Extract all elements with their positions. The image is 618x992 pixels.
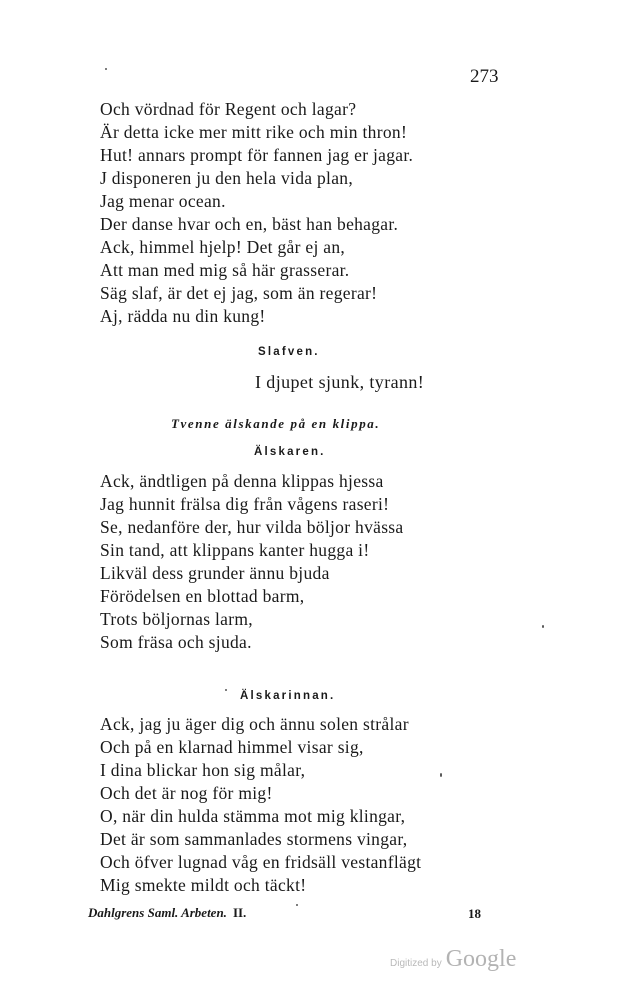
verse-line: Och öfver lugnad våg en fridsäll vestanflägt xyxy=(100,852,422,872)
verse-line: Likväl dess grunder ännu bjuda xyxy=(100,563,330,583)
verse-line: Sin tand, att klippans kanter hugga i! xyxy=(100,540,370,560)
digitized-label: Digitized by xyxy=(390,958,442,969)
stage-direction: Tvenne älskande på en klippa. xyxy=(171,416,381,431)
verse-line: Ack, himmel hjelp! Det går ej an, xyxy=(100,237,346,257)
verse-line: Det är som sammanlades stormens vingar, xyxy=(100,829,408,849)
verse-line: O, när din hulda stämma mot mig klingar, xyxy=(100,806,406,826)
verse-line: Säg slaf, är det ej jag, som än regerar! xyxy=(100,283,378,303)
reply-slave: I djupet sjunk, tyrann! xyxy=(255,372,425,392)
verse-line: Se, nedanföre der, hur vilda böljor hvässa xyxy=(100,517,404,537)
verse-line: Jag menar ocean. xyxy=(100,191,226,211)
verse-line: Aj, rädda nu din kung! xyxy=(100,306,266,326)
verse-line: Att man med mig så här grasserar. xyxy=(100,260,350,280)
verse-line: Ack, jag ju äger dig och ännu solen strålar xyxy=(100,714,409,734)
speaker-lover: Älskaren. xyxy=(254,446,326,458)
verse-line: Som fräsa och sjuda. xyxy=(100,632,252,652)
speaker-beloved: Älskarinnan. xyxy=(240,690,336,702)
ink-speck xyxy=(105,68,107,70)
ink-speck xyxy=(225,689,227,691)
footer-source xyxy=(88,905,246,921)
verse-line: Och vördnad för Regent och lagar? xyxy=(100,99,357,119)
volume-number: II. xyxy=(232,905,247,920)
verse-line: Der danse hvar och en, bäst han behagar. xyxy=(100,214,399,234)
ink-speck xyxy=(542,625,544,628)
stanza-king xyxy=(100,98,413,328)
stanza-lover xyxy=(100,470,403,654)
verse-line: Jag hunnit frälsa dig från vågens raseri! xyxy=(100,494,390,514)
verse-line: I dina blickar hon sig målar, xyxy=(100,760,306,780)
ink-speck xyxy=(440,773,442,777)
verse-line: Mig smekte mildt och täckt! xyxy=(100,875,307,895)
stanza-beloved xyxy=(100,713,421,897)
verse-line: Förödelsen en blottad barm, xyxy=(100,586,305,606)
verse-line: Ack, ändtligen på denna klippas hjessa xyxy=(100,471,384,491)
ink-speck xyxy=(296,904,298,906)
speaker-slave: Slafven. xyxy=(258,346,320,358)
verse-line: Trots böljornas larm, xyxy=(100,609,253,629)
verse-line: J disponeren ju den hela vida plan, xyxy=(100,168,354,188)
page-number: 273 xyxy=(470,66,499,87)
verse-line: Och det är nog för mig! xyxy=(100,783,273,803)
verse-line: Hut! annars prompt för fannen jag er jagar. xyxy=(100,145,414,165)
source-title: Dahlgrens Saml. Arbeten. xyxy=(88,905,227,920)
verse-line: Är detta icke mer mitt rike och min thron! xyxy=(100,122,408,142)
google-logo: Google xyxy=(445,946,517,972)
verse-line: Och på en klarnad himmel visar sig, xyxy=(100,737,364,757)
digitized-watermark xyxy=(390,946,516,973)
signature-mark: 18 xyxy=(468,906,481,921)
